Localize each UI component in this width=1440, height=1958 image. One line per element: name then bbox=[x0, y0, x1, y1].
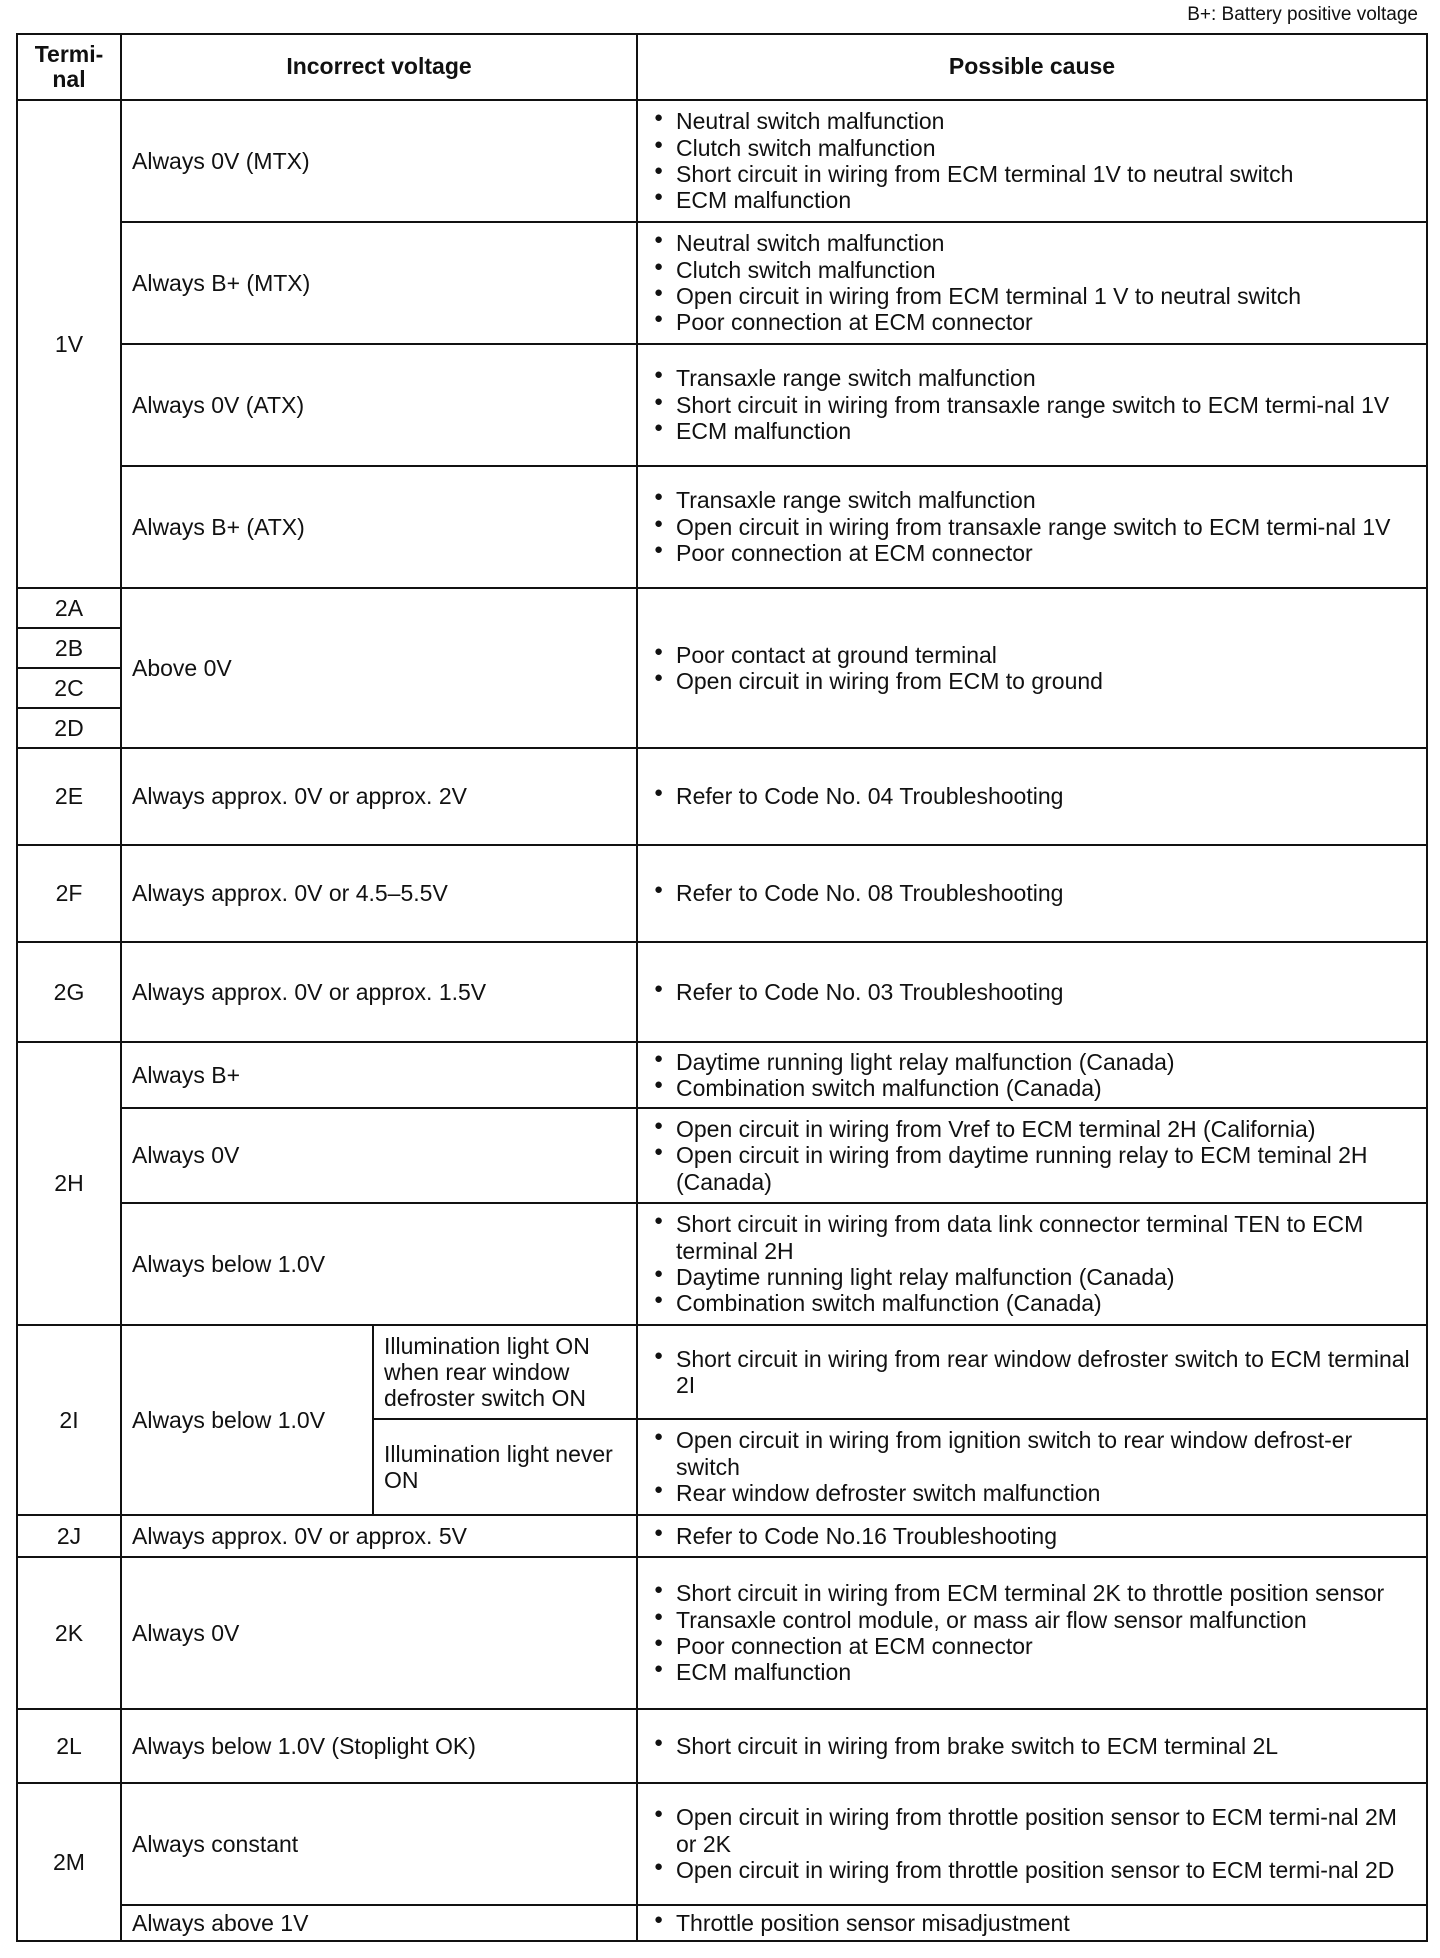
cause-item: ● Rear window defroster switch malfunction bbox=[654, 1480, 1416, 1506]
cause-cell bbox=[637, 1515, 1427, 1557]
terminal-cell: 2A bbox=[17, 588, 121, 628]
voltage-troubleshooting-table bbox=[16, 33, 1428, 1942]
cause-cell bbox=[637, 845, 1427, 942]
voltage-cell: Always B+ bbox=[121, 1042, 637, 1108]
cause-item: ● Neutral switch malfunction bbox=[654, 108, 1416, 134]
cause-item: ● Daytime running light relay malfunction (Canada) bbox=[654, 1049, 1416, 1075]
cause-item: ● Short circuit in wiring from ECM terminal 2K to throttle position sensor bbox=[654, 1580, 1416, 1606]
voltage-cell: Always below 1.0V (Stoplight OK) bbox=[121, 1709, 637, 1783]
table-row bbox=[17, 222, 1427, 344]
voltage-cell: Always approx. 0V or approx. 1.5V bbox=[121, 942, 637, 1042]
table-row bbox=[17, 748, 1427, 845]
cause-cell bbox=[637, 1203, 1427, 1325]
cause-item: ● Open circuit in wiring from Vref to ECM terminal 2H (California) bbox=[654, 1116, 1416, 1142]
cause-cell bbox=[637, 1325, 1427, 1419]
voltage-cell: Always approx. 0V or 4.5–5.5V bbox=[121, 845, 637, 942]
table-row bbox=[17, 466, 1427, 588]
cause-cell bbox=[637, 1783, 1427, 1905]
terminal-cell: 2H bbox=[17, 1042, 121, 1325]
cause-item: ● Combination switch malfunction (Canada) bbox=[654, 1290, 1416, 1316]
voltage-cell: Always approx. 0V or approx. 5V bbox=[121, 1515, 637, 1557]
cause-item: ● Open circuit in wiring from throttle position sensor to ECM termi-nal 2D bbox=[654, 1857, 1416, 1883]
terminal-cell: 2K bbox=[17, 1557, 121, 1709]
terminal-cell: 2B bbox=[17, 628, 121, 668]
cause-item: ● Poor connection at ECM connector bbox=[654, 540, 1416, 566]
voltage-cell: Always B+ (ATX) bbox=[121, 466, 637, 588]
cause-item: ● Open circuit in wiring from throttle position sensor to ECM termi-nal 2M or 2K bbox=[654, 1804, 1416, 1857]
voltage-cell: Always below 1.0V bbox=[121, 1325, 373, 1515]
cause-item: ● Open circuit in wiring from ECM to ground bbox=[654, 668, 1416, 694]
cause-item: ● Combination switch malfunction (Canada) bbox=[654, 1075, 1416, 1101]
table-row bbox=[17, 1325, 1427, 1419]
voltage-cell: Always B+ (MTX) bbox=[121, 222, 637, 344]
cause-item: ● Short circuit in wiring from transaxle range switch to ECM termi-nal 1V bbox=[654, 392, 1416, 418]
table-row bbox=[17, 588, 1427, 628]
condition-cell: Illumination light never ON bbox=[373, 1419, 637, 1515]
cause-item: ● Short circuit in wiring from data link connector terminal TEN to ECM terminal 2H bbox=[654, 1211, 1416, 1264]
voltage-cell: Always 0V bbox=[121, 1108, 637, 1203]
terminal-cell: 2E bbox=[17, 748, 121, 845]
cause-item: ● Short circuit in wiring from brake switch to ECM terminal 2L bbox=[654, 1733, 1416, 1759]
cause-item: ● Short circuit in wiring from ECM terminal 1V to neutral switch bbox=[654, 161, 1416, 187]
table-row bbox=[17, 1783, 1427, 1905]
cause-item: ● ECM malfunction bbox=[654, 418, 1416, 444]
cause-cell bbox=[637, 222, 1427, 344]
cause-item: ● Poor connection at ECM connector bbox=[654, 1633, 1416, 1659]
cause-cell bbox=[637, 1042, 1427, 1108]
cause-cell bbox=[637, 1709, 1427, 1783]
cause-item: ● Transaxle range switch malfunction bbox=[654, 365, 1416, 391]
cause-cell bbox=[637, 748, 1427, 845]
voltage-cell: Always 0V bbox=[121, 1557, 637, 1709]
cause-item: ● Open circuit in wiring from transaxle range switch to ECM termi-nal 1V bbox=[654, 514, 1416, 540]
cause-item: ● Clutch switch malfunction bbox=[654, 257, 1416, 283]
cause-item: ● ECM malfunction bbox=[654, 187, 1416, 213]
terminal-cell: 2L bbox=[17, 1709, 121, 1783]
cause-cell bbox=[637, 344, 1427, 466]
cause-cell bbox=[637, 466, 1427, 588]
table-row bbox=[17, 1905, 1427, 1941]
cause-item: ● Daytime running light relay malfunction (Canada) bbox=[654, 1264, 1416, 1290]
voltage-cell: Always below 1.0V bbox=[121, 1203, 637, 1325]
cause-item: ● Clutch switch malfunction bbox=[654, 135, 1416, 161]
cause-item: ● Refer to Code No.16 Troubleshooting bbox=[654, 1523, 1416, 1549]
voltage-cell: Above 0V bbox=[121, 588, 637, 748]
voltage-cell: Always 0V (ATX) bbox=[121, 344, 637, 466]
cause-item: ● Transaxle control module, or mass air flow sensor malfunction bbox=[654, 1607, 1416, 1633]
terminal-cell: 2M bbox=[17, 1783, 121, 1941]
voltage-cell: Always constant bbox=[121, 1783, 637, 1905]
cause-cell bbox=[637, 588, 1427, 748]
cause-cell bbox=[637, 100, 1427, 222]
cause-item: ● Open circuit in wiring from ECM terminal 1 V to neutral switch bbox=[654, 283, 1416, 309]
cause-item: ● Open circuit in wiring from daytime running relay to ECM teminal 2H (Canada) bbox=[654, 1142, 1416, 1195]
cause-item: ● Transaxle range switch malfunction bbox=[654, 487, 1416, 513]
terminal-cell: 1V bbox=[17, 100, 121, 588]
voltage-cell: Always 0V (MTX) bbox=[121, 100, 637, 222]
voltage-cell: Always approx. 0V or approx. 2V bbox=[121, 748, 637, 845]
terminal-cell: 2I bbox=[17, 1325, 121, 1515]
cause-item: ● Refer to Code No. 08 Troubleshooting bbox=[654, 880, 1416, 906]
cause-item: ● Throttle position sensor misadjustment bbox=[654, 1910, 1416, 1936]
table-row bbox=[17, 1203, 1427, 1325]
cause-item: ● Short circuit in wiring from rear window defroster switch to ECM terminal 2I bbox=[654, 1346, 1416, 1399]
table-row bbox=[17, 1042, 1427, 1108]
legend-note: B+: Battery positive voltage bbox=[1187, 4, 1418, 25]
cause-cell bbox=[637, 1905, 1427, 1941]
header-possible-cause: Possible cause bbox=[637, 34, 1427, 100]
table-row bbox=[17, 100, 1427, 222]
cause-cell bbox=[637, 1108, 1427, 1203]
cause-cell bbox=[637, 942, 1427, 1042]
cause-item: ● Poor connection at ECM connector bbox=[654, 309, 1416, 335]
cause-cell bbox=[637, 1557, 1427, 1709]
header-terminal: Termi-nal bbox=[17, 34, 121, 100]
cause-item: ● Refer to Code No. 04 Troubleshooting bbox=[654, 783, 1416, 809]
table-row bbox=[17, 344, 1427, 466]
header-row bbox=[17, 34, 1427, 100]
terminal-cell: 2D bbox=[17, 708, 121, 748]
cause-item: ● Refer to Code No. 03 Troubleshooting bbox=[654, 979, 1416, 1005]
cause-item: ● Poor contact at ground terminal bbox=[654, 642, 1416, 668]
table-row bbox=[17, 942, 1427, 1042]
cause-item: ● Open circuit in wiring from ignition switch to rear window defrost-er switch bbox=[654, 1427, 1416, 1480]
header-incorrect-voltage: Incorrect voltage bbox=[121, 34, 637, 100]
table-row bbox=[17, 1515, 1427, 1557]
cause-item: ● Neutral switch malfunction bbox=[654, 230, 1416, 256]
terminal-cell: 2G bbox=[17, 942, 121, 1042]
table-row bbox=[17, 1709, 1427, 1783]
cause-cell bbox=[637, 1419, 1427, 1515]
terminal-cell: 2C bbox=[17, 668, 121, 708]
condition-cell: Illumination light ON when rear window defroster switch ON bbox=[373, 1325, 637, 1419]
table-row bbox=[17, 845, 1427, 942]
table-row bbox=[17, 1557, 1427, 1709]
terminal-cell: 2F bbox=[17, 845, 121, 942]
cause-item: ● ECM malfunction bbox=[654, 1659, 1416, 1685]
table-row bbox=[17, 1108, 1427, 1203]
voltage-cell: Always above 1V bbox=[121, 1905, 637, 1941]
terminal-cell: 2J bbox=[17, 1515, 121, 1557]
